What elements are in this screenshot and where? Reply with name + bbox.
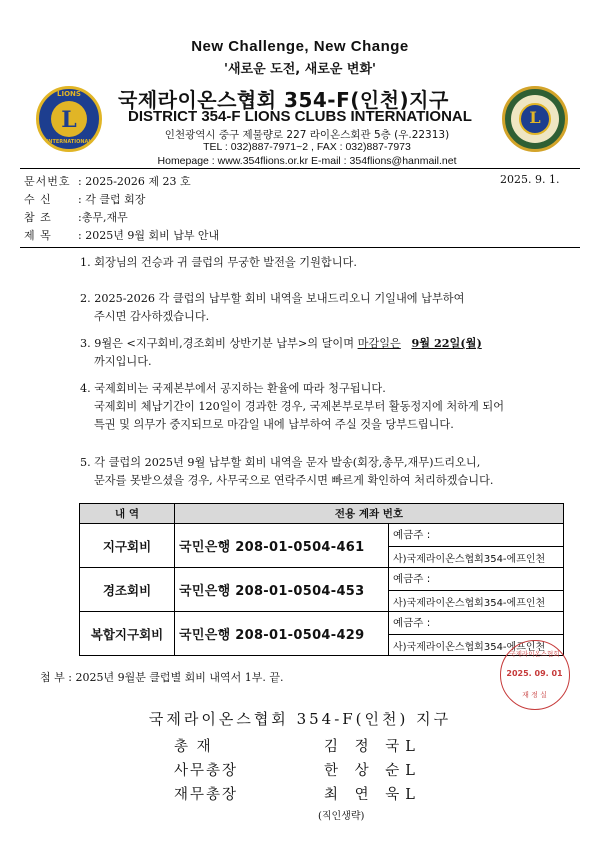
account-holder-name: 사)국제라이온스협회354-에프인천	[393, 554, 546, 565]
table-header-item: 내 역	[80, 504, 175, 524]
logo-right-letter: L	[529, 108, 541, 127]
account-holder-name: 사)국제라이온스협회354-에프인천	[393, 598, 546, 609]
paragraph-5	[80, 454, 580, 490]
account-table	[79, 503, 564, 656]
stamp-org: 국제라이온스협회	[509, 650, 560, 658]
account-holder-name: 사)국제라이온스협회354-에프인천	[393, 642, 546, 653]
table-row	[80, 612, 564, 656]
account-number: 국민은행 208-01-0504-429	[175, 612, 389, 656]
doc-ref-row	[24, 209, 128, 225]
doc-to-row	[24, 191, 145, 207]
logo-left-text-bottom: INTERNATIONAL	[46, 139, 92, 145]
signature-org: 국제라이온스협회 354-F(인천) 지구	[148, 710, 452, 728]
paragraph-3-deadline-date: 9월 22일(월)	[411, 336, 482, 350]
table-header-account: 전용 계좌 번호	[175, 504, 564, 524]
signature-title: 총 재	[174, 739, 213, 755]
table-row	[80, 568, 564, 612]
doc-subject-label: 제 목	[24, 229, 52, 242]
paragraph-5-line-1: 5. 각 클럽의 2025년 9월 납부할 회비 내역을 문자 발송(회장,총무,재무)드리오니,	[80, 456, 481, 469]
paragraph-3	[80, 334, 580, 371]
paragraph-1: 1. 회장님의 건승과 귀 클럽의 무궁한 발전을 기원합니다.	[80, 256, 357, 269]
paragraph-3-deadline-label: 마감일은	[357, 337, 401, 350]
paragraph-2	[80, 290, 580, 326]
account-holder	[389, 568, 564, 612]
signature-row-secretary	[174, 759, 421, 780]
paragraph-4-line-1: 4. 국제회비는 국제본부에서 공지하는 환율에 따라 청구됩니다.	[80, 382, 386, 395]
stamp-date: 2025. 09. 01	[506, 669, 563, 678]
logo-left-letter: L	[61, 107, 77, 133]
account-holder-label: 예금주 :	[389, 612, 563, 635]
doc-to-label: 수 신	[24, 193, 52, 206]
org-address: 인천광역시 중구 제물량로 227 라이온스회관 5층 (우.22313)	[164, 129, 450, 141]
paragraph-5-line-2: 문자를 못받으셨을 경우, 사무국으로 연락주시면 빠르게 확인하여 처리하겠습니다.	[94, 474, 494, 487]
slogan-english: New Challenge, New Change	[191, 38, 409, 55]
logo-left-text-top: LIONS	[57, 90, 81, 98]
slogan-korean: '새로운 도전, 새로운 변화'	[223, 62, 377, 77]
fee-type: 복합지구회비	[80, 612, 175, 656]
account-number: 국민은행 208-01-0504-453	[175, 568, 389, 612]
paragraph-4	[80, 380, 580, 434]
table-header-row	[80, 504, 564, 524]
org-homepage-email: Homepage : www.354flions.or.kr E-mail : 354flions@hanmail.net	[157, 155, 457, 167]
paragraph-4-line-3: 특권 및 의무가 중지되므로 마감일 내에 납부하여 주실 것을 당부드립니다.	[94, 418, 454, 431]
signature-title: 재무총장	[174, 787, 239, 803]
fee-type: 지구회비	[80, 524, 175, 568]
account-holder-label: 예금주 :	[389, 524, 563, 547]
doc-ref-label: 참 조	[24, 211, 52, 224]
paragraph-2-line-1: 2. 2025-2026 각 클럽의 납부할 회비 내역을 보내드리오니 기일내에 납부하여	[80, 292, 465, 305]
table-row	[80, 524, 564, 568]
account-holder-label: 예금주 :	[389, 568, 563, 591]
org-name-korean: 국제라이온스협회 354-F(인천)지구	[118, 88, 449, 112]
doc-number-value: : 2025-2026 제 23 호	[78, 175, 191, 188]
account-number: 국민은행 208-01-0504-461	[175, 524, 389, 568]
attachment-note: 첨 부 : 2025년 9월분 클럽별 회비 내역서 1부. 끝.	[40, 671, 284, 684]
signature-name: 한 상 순L	[324, 763, 421, 779]
org-tel-fax: TEL : 032)887-7971~2 , FAX : 032)887-7973	[203, 141, 411, 153]
signature-name: 김 정 국L	[324, 739, 421, 755]
org-name-english: DISTRICT 354-F LIONS CLUBS INTERNATIONAL	[128, 108, 472, 125]
signature-row-governor	[174, 735, 421, 756]
account-holder	[389, 524, 564, 568]
paragraph-3-line-2: 까지입니다.	[94, 355, 152, 368]
signature-title: 사무총장	[174, 763, 239, 779]
signature-name: 최 연 욱L	[324, 787, 421, 803]
doc-to-value: : 각 클럽 회장	[78, 193, 146, 206]
seal-omitted-note: (직인생략)	[318, 811, 365, 822]
fee-type: 경조회비	[80, 568, 175, 612]
paragraph-4-line-2: 국제회비 체납기간이 120일이 경과한 경우, 국제본부로부터 활동정지에 처하게 되어	[94, 400, 504, 413]
doc-number-label: 문서번호	[24, 175, 71, 188]
subject-divider	[20, 247, 580, 248]
receipt-stamp	[500, 640, 570, 710]
stamp-dept: 재 정 실	[522, 691, 547, 699]
paragraph-3-text: 3. 9월은 <지구회비,경조회비 상반기분 납부>의 달이며	[80, 337, 358, 350]
doc-subject-row	[24, 227, 219, 243]
signature-row-treasurer	[174, 783, 421, 804]
doc-ref-value: :총무,재무	[78, 211, 128, 224]
paragraph-2-line-2: 주시면 감사하겠습니다.	[94, 310, 210, 323]
doc-subject-value: : 2025년 9월 회비 납부 안내	[78, 229, 220, 242]
doc-number-row	[24, 173, 191, 189]
header-divider	[20, 168, 580, 169]
doc-date: 2025. 9. 1.	[500, 173, 560, 186]
